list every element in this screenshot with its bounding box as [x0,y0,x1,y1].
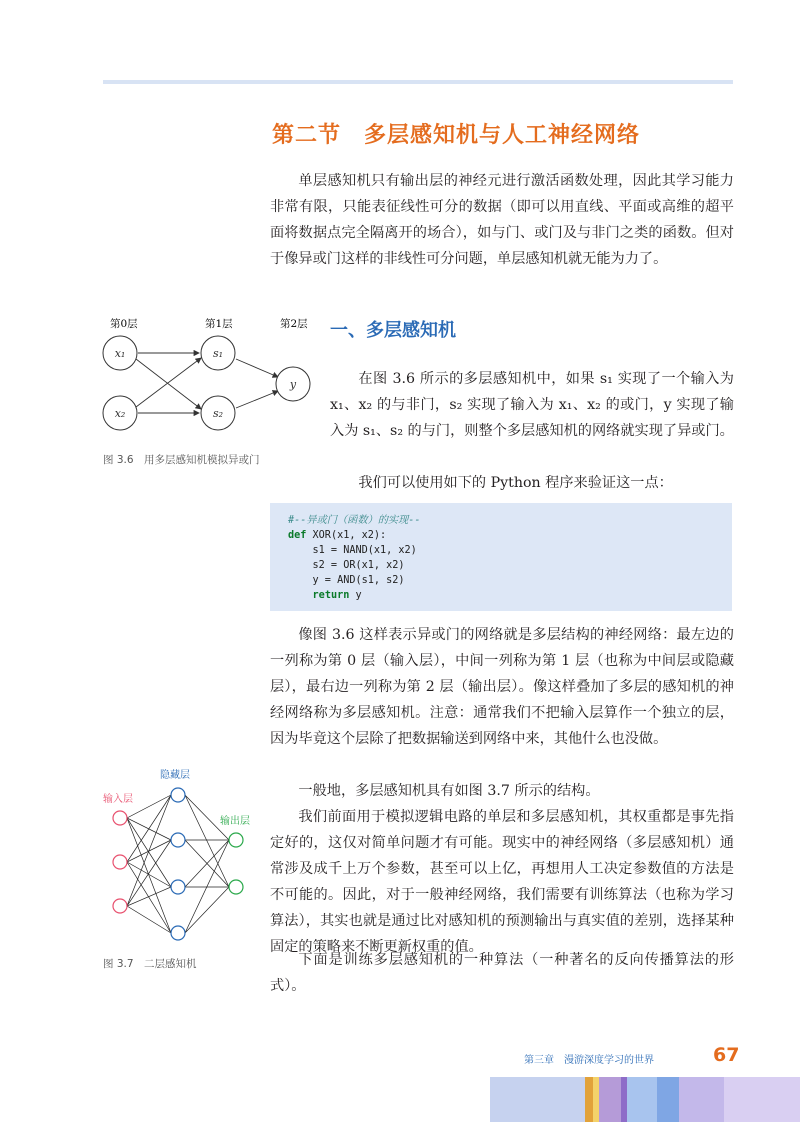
code-text: #--异或门（函数）的实现-- def XOR(x1, x2): s1 = NAND(x1, x2) s2 = OR(x1, x2) y = AND(s1, s2) return y [288,515,421,601]
hidden-node [171,833,185,847]
layer2-label: 第2层 [280,318,308,330]
subsection-title: 一、多层感知机 [330,320,456,341]
intro-paragraph: 单层感知机只有输出层的神经元进行激活函数处理，因此其学习能力非常有限，只能表征线性可分的数据（即可以用直线、平面或高维的超平面将数据点完全隔离开的场合），如与门、或门及与非门之类的函数。但对于像异或门这样的非线性可分问题，单层感知机就无能为力了。 [270,173,734,267]
decor-stripe [585,1077,593,1122]
output-layer-label: 输出层 [220,816,250,827]
hidden-layer-label: 隐藏层 [160,770,190,781]
decor-stripe [657,1077,679,1122]
decor-stripe [599,1077,621,1122]
decor-stripe [724,1077,800,1122]
svg-text:s₁: s₁ [212,347,224,360]
paragraph-4: 一般地，多层感知机具有如图 3.7 所示的结构。 [298,783,600,799]
page-number: 67 [713,1044,740,1066]
paragraph-2: 我们可以使用如下的 Python 程序来验证这一点： [358,475,673,491]
input-node [113,899,127,913]
layer1-label: 第1层 [205,318,233,330]
hidden-node [171,926,185,940]
paragraph-5: 我们前面用于模拟逻辑电路的单层和多层感知机，其权重都是事先指定好的，这仅对简单问题才有可能。现实中的神经网络（多层感知机）通常涉及成千上万个参数，甚至可以上亿，再想用人工决定参数值的方法是不可能的。因此，对于一般神经网络，我们需要有训练算法（也称为学习算法），其实也就是通过比对感知机的预测输出与真实值的差别，选择某种固定的策略来不断更新权重的值。 [270,809,734,955]
decor-stripe [679,1077,724,1122]
input-layer-label: 输入层 [103,794,133,805]
network-edge [127,795,171,818]
hidden-node [171,788,185,802]
input-node [113,811,127,825]
decor-stripe [490,1077,585,1122]
code-comment: #--异或门（函数）的实现-- [288,515,421,526]
output-node [229,880,243,894]
output-node [229,833,243,847]
decor-stripe [627,1077,657,1122]
network-edge [185,887,229,933]
figure-3-6-caption: 图 3.6 用多层感知机模拟异或门 [103,454,260,466]
paragraph-3: 像图 3.6 这样表示异或门的网络就是多层结构的神经网络：最左边的一列称为第 0 层（输入层），中间一列称为第 1 层（也称为中间层或隐藏层），最右边一列称为第 2 层（输出层）。像这样叠加了多层的感知机的神经网络称为多层感知机。注意：通常我们不把输入层算作一个独立的层，因为毕竟这个层除了把数据输送到网络中来，其他什么也没做。 [270,627,734,747]
svg-text:y: y [289,378,297,391]
paragraph-1: 在图 3.6 所示的多层感知机中，如果 s₁ 实现了一个输入为 x₁、x₂ 的与非门，s₂ 实现了输入为 x₁、x₂ 的或门，y 实现了输入为 s₁、s₂ 的与门，则整个多层感知机的网络就实现了异或门。 [330,371,734,439]
figure-3-7-caption: 图 3.7 二层感知机 [103,958,197,970]
layer0-label: 第0层 [110,318,138,330]
footer-chapter: 第三章 漫游深度学习的世界 [524,1055,654,1066]
network-edge [185,840,229,933]
network-edge [127,862,171,887]
network-edge [127,818,171,933]
paragraph-6: 下面是训练多层感知机的一种算法（一种著名的反向传播算法的形式）。 [270,952,734,994]
svg-text:x₂: x₂ [114,407,126,420]
network-edge [127,906,171,933]
section-title: 第二节 多层感知机与人工神经网络 [272,123,641,148]
network-edge [185,795,229,887]
svg-text:s₂: s₂ [212,407,224,420]
top-rule [103,80,733,84]
svg-text:x₁: x₁ [114,347,126,360]
input-node [113,855,127,869]
figure-3-6 [100,314,322,440]
hidden-node [171,880,185,894]
figure-3-7 [100,764,270,944]
